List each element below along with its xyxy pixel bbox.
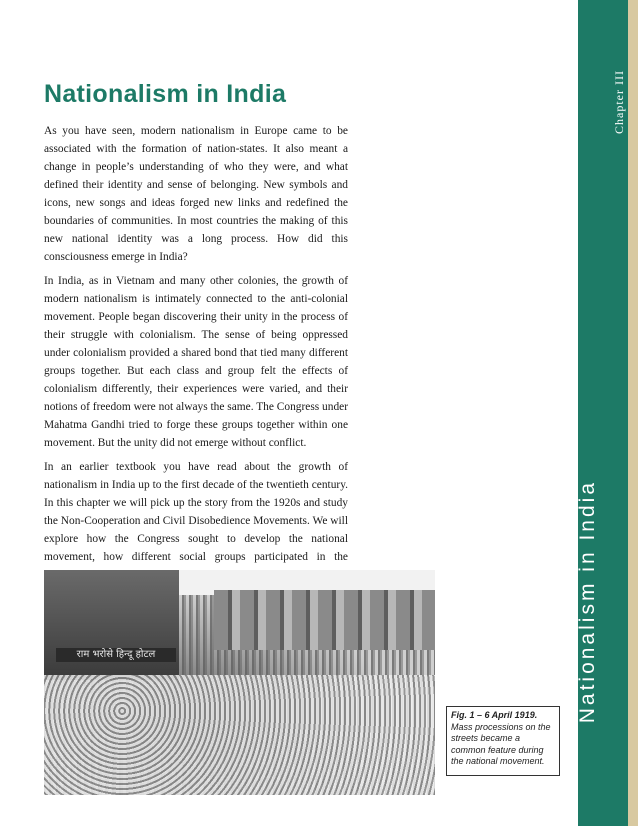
running-title: Nationalism in India <box>576 480 599 724</box>
photo-building <box>44 570 179 680</box>
photo-crowd <box>44 675 435 795</box>
figure-number: Fig. 1 – 6 April 1919. <box>451 710 538 720</box>
photo-buildings <box>214 590 435 650</box>
paragraph: In India, as in Vietnam and many other colonies, the growth of modern nationalism is intimately connected to the anti-colonial movement. People began discovering their unity in the process of their struggle with colonialism. The sense of being oppressed under colonialism provided a shared bond that tied many different groups together. But each class and group felt the effects of colonialism differently, their experiences were varied, and their notions of freedom were not always the same. The Congress under Mahatma Gandhi tried to forge these groups together within one movement. But the unity did not emerge without conflict. <box>44 275 348 449</box>
paragraph: As you have seen, modern nationalism in Europe came to be associated with the formation of nation-states. It also meant a change in people’s understanding of who they were, and what defined their identity and sense of belonging. New symbols and icons, new songs and ideas forged new links and redefined the boundaries of communities. In most countries the making of this new national identity was a long process. How did this consciousness emerge in India? <box>44 125 348 263</box>
procession-photo <box>44 570 435 795</box>
caption-text: Mass processions on the streets became a common feature during the national movement. <box>451 721 551 766</box>
paragraph: In an earlier textbook you have read about the growth of nationalism in India up to the first decade of the twentieth century. In this chapter we will pick up the story from the 1920s and study the Non-Cooperation and Civil Disobedience Movements. We will explore how the Congress sought to develop the national movement, how different social groups participated in the <box>44 461 348 563</box>
side-edge-strip <box>628 0 638 826</box>
chapter-label: Chapter III <box>612 70 626 134</box>
figure-caption <box>446 706 560 776</box>
photo-banner: राम भरोसे हिन्दू होटल <box>56 648 176 662</box>
chapter-title: Nationalism in India <box>44 80 287 108</box>
body-text <box>44 122 348 608</box>
